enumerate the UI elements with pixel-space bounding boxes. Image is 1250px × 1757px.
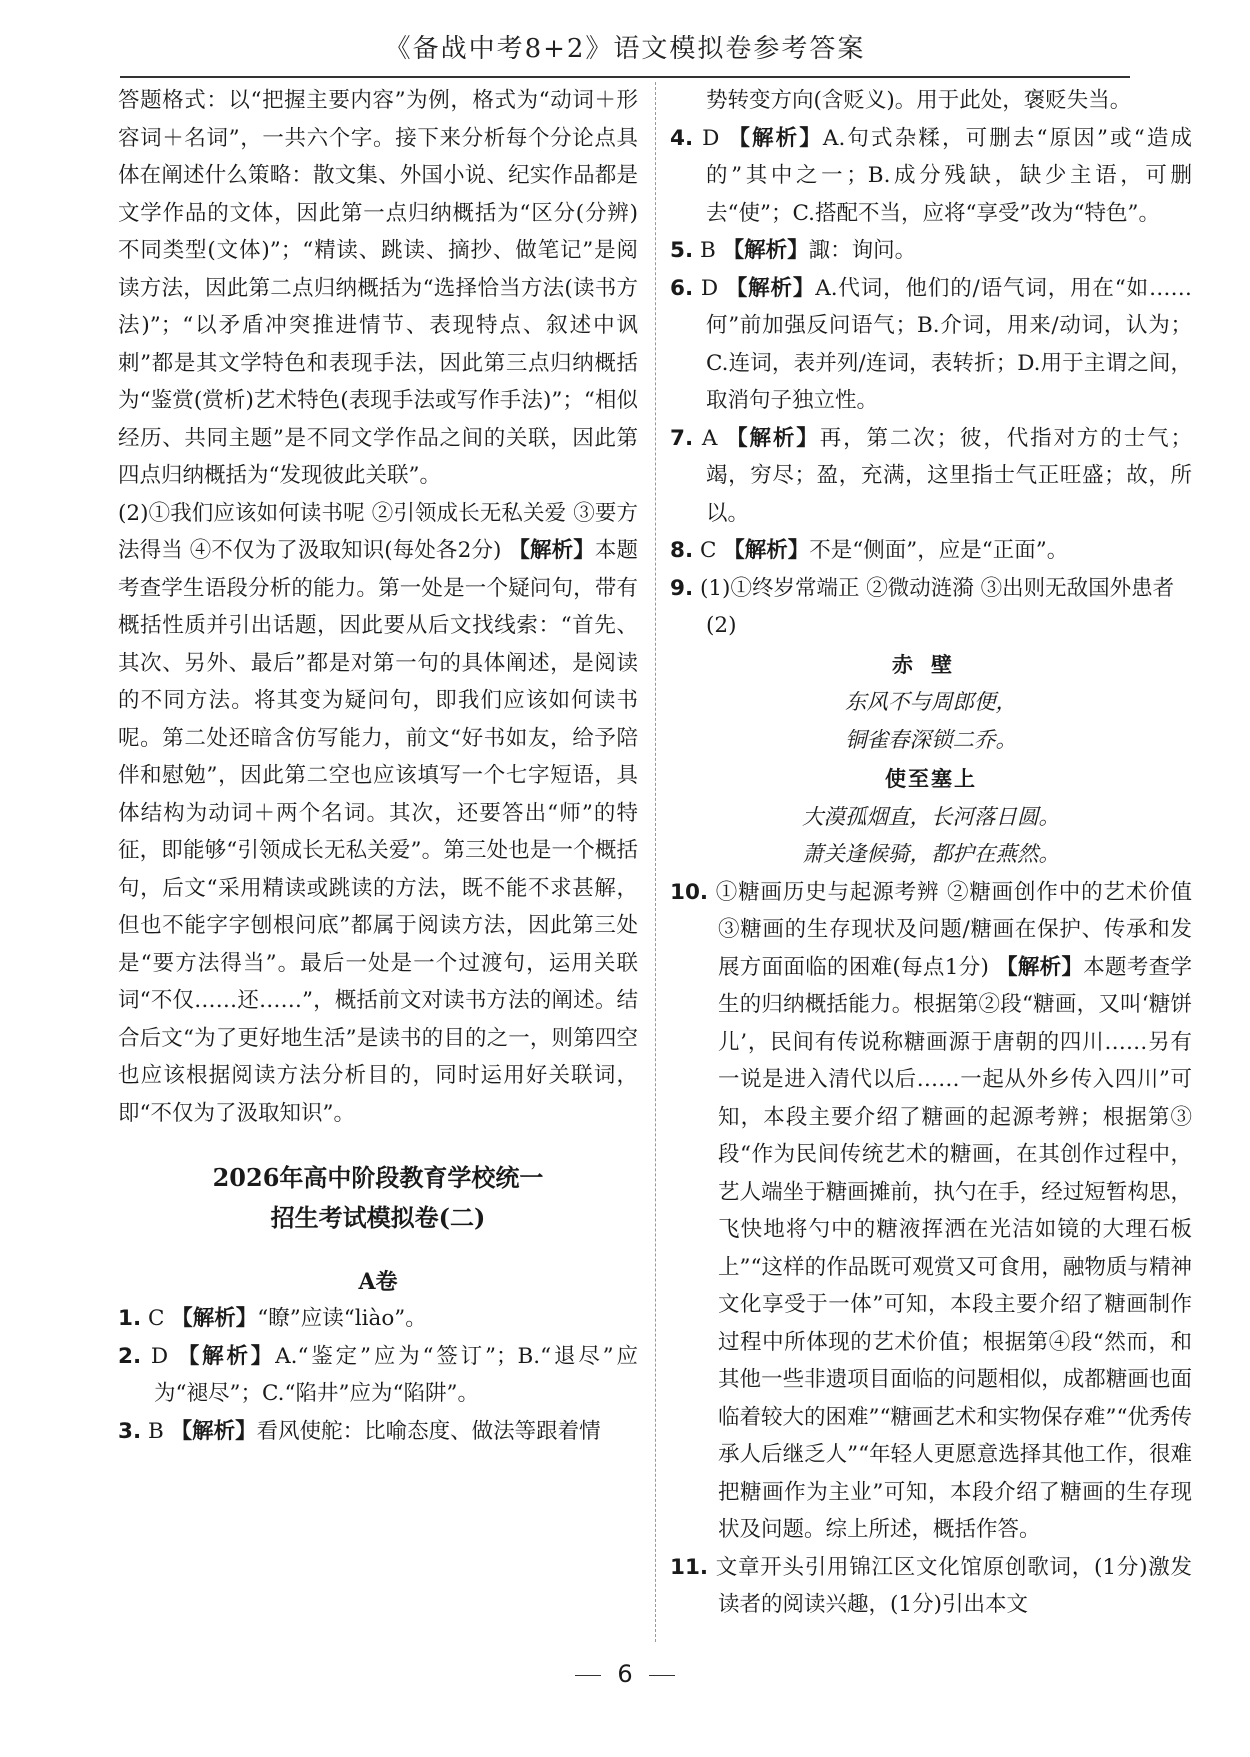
question-number: 4. <box>670 125 694 151</box>
question-item <box>670 874 1192 1549</box>
column-divider <box>655 82 656 1642</box>
question-item <box>670 270 1192 420</box>
right-column <box>670 82 1192 1642</box>
question-number: 9. <box>670 575 694 601</box>
question-item <box>118 1413 638 1451</box>
answer-paragraph: 答题格式：以“把握主要内容”为例，格式为“动词＋形容词＋名词”，一共六个字。接下来分析每个分论点具体在阐述什么策略：散文集、外国小说、纪实作品都是文学作品的文体，因此第一点归纳概括为“区分(分辨)不同类型(文体)”；“精读、跳读、摘抄、做笔记”是阅读方法，因此第二点归纳概括为“选择恰当方法(读书方法)”；“以矛盾冲突推进情节、表现特点、叙述中讽刺”都是其文学特色和表现手法，因此第三点归纳概括为“鉴赏(赏析)艺术特色(表现手法或写作手法)”；“相似经历、共同主题”是不同文学作品之间的关联，因此第四点归纳概括为“发现彼此关联”。 <box>118 88 638 488</box>
question-item <box>670 532 1192 570</box>
analysis-text: A.“鉴定”应为“签订”；B.“退尽”应为“褪尽”；C.“陷井”应为“陷阱”。 <box>154 1343 638 1406</box>
question-answer: B <box>699 238 716 263</box>
poem-line: 大漠孤烟直，长河落日圆。 <box>801 804 1060 830</box>
sub-question-label: (2) <box>706 613 737 638</box>
poem-title: 使至塞上 <box>885 767 977 791</box>
question-number: 1. <box>118 1306 142 1331</box>
exam-title-line: 招生考试模拟卷(二) <box>270 1203 486 1232</box>
poem-line: 萧关逢候骑，都护在燕然。 <box>801 842 1060 867</box>
question-answer: C <box>147 1306 165 1331</box>
header-rule <box>120 76 1130 78</box>
header-title: 《备战中考8+2》语文模拟卷参考答案 <box>384 34 866 64</box>
analysis-tag: 【解析】 <box>725 275 816 301</box>
footer-dash <box>649 1675 675 1676</box>
answer-text: (2)①我们应该如何读书呢 ②引领成长无私关爱 ③要方法得当 ④不仅为了汲取知识(每处各2分) <box>118 500 638 563</box>
analysis-tag: 【解析】 <box>171 1306 258 1331</box>
answer-text: 文章开头引用锦江区文化馆原创歌词，(1分)激发读者的阅读兴趣，(1分)引出本文 <box>715 1554 1192 1617</box>
poem-title: 赤壁 <box>892 652 970 677</box>
question-item <box>670 1549 1192 1624</box>
answer-paragraph <box>118 495 638 1133</box>
page-header <box>0 0 1250 78</box>
question-answer: A <box>701 425 718 451</box>
question-item <box>670 420 1192 533</box>
question-answer: D <box>700 275 719 301</box>
answer-text: ①糖画历史与起源考辨 ②糖画创作中的艺术价值 ③糖画的生存现状及问题/糖画在保护、传承和发展方面面临的困难(每点1分) <box>715 879 1192 980</box>
question-answer: C <box>699 538 717 563</box>
analysis-text: 本题考查学生语段分析的能力。第一处是一个疑问句，带有概括性质并引出话题，因此要从后文找线索：“首先、其次、另外、最后”都是对第一句的具体阐述，是阅读的不同方法。将其变为疑问句，即我们应该如何读书呢。第二处还暗含仿写能力，前文“好书如友，给予陪伴和慰勉”，因此第二空也应该填写一个七字短语，具体结构为动词＋两个名词。其次，还要答出“师”的特征，即能够“引领成长无私关爱”。第三处也是一个概括句，后文“采用精读或跳读的方法，既不能不求甚解，但也不能字字刨根问底”都属于阅读方法，因此第三处是“要方法得当”。最后一处是一个过渡句，运用关联词“不仅……还……”，概括前文对读书方法的阐述。结合后文“为了更好地生活”是读书的目的之一，则第四空也应该根据阅读方法分析目的，同时运用好关联词，即“不仅为了汲取知识”。 <box>118 538 638 1126</box>
analysis-text: A.句式杂糅，可删去“原因”或“造成的”其中之一；B.成分残缺，缺少主语，可删去“使”；C.搭配不当，应将“享受”改为“特色”。 <box>706 125 1192 226</box>
question-number: 3. <box>118 1418 142 1444</box>
analysis-tag: 【解析】 <box>726 425 820 451</box>
analysis-tag: 【解析】 <box>996 954 1084 980</box>
section-heading: A卷 <box>358 1269 398 1295</box>
question-answer: D <box>150 1343 169 1369</box>
question-item <box>118 1338 638 1413</box>
question-number: 7. <box>670 425 694 451</box>
question-answer: D <box>702 125 720 151</box>
question-item <box>670 120 1192 233</box>
exam-title-line: 2026年高中阶段教育学校统一 <box>212 1163 544 1192</box>
left-column <box>118 82 638 1642</box>
analysis-text: 看风使舵：比喻态度、做法等跟着情 <box>256 1418 601 1444</box>
question-number: 5. <box>670 238 694 263</box>
analysis-tag: 【解析】 <box>722 238 809 263</box>
answer-text: (1)①终岁常端正 ②微动涟漪 ③出则无敌国外患者 <box>699 575 1175 601</box>
continued-text: 势转变方向(含贬义)。用于此处，褒贬失当。 <box>706 88 1132 113</box>
question-number: 11. <box>670 1554 709 1580</box>
question-number: 8. <box>670 538 694 563</box>
analysis-text: 再，第二次；彼，代指对方的士气；竭，穷尽；盈，充满，这里指士气正旺盛；故，所以。 <box>706 425 1192 526</box>
question-number: 6. <box>670 275 694 301</box>
analysis-tag: 【解析】 <box>177 1343 276 1369</box>
question-number: 10. <box>670 879 709 905</box>
question-answer: B <box>147 1418 164 1444</box>
page-number: 6 <box>617 1660 633 1688</box>
analysis-text: 諏：询问。 <box>808 238 917 263</box>
footer-dash <box>575 1675 601 1676</box>
analysis-tag: 【解析】 <box>170 1418 257 1444</box>
analysis-text: 本题考查学生的归纳概括能力。根据第②段“糖画，又叫‘糖饼儿’，民间有传说称糖画源于唐朝的四川……另有一说是进入清代以后……一起从外乡传入四川”可知，本段主要介绍了糖画的起源考辨；根据第③段“作为民间传统艺术的糖画，在其创作过程中，艺人端坐于糖画摊前，执勺在手，经过短暂构思，飞快地将勺中的糖液挥洒在光洁如镜的大理石板上”“这样的作品既可观赏又可食用，融物质与精神文化享受于一体”可知，本段主要介绍了糖画制作过程中所体现的艺术价值；根据第④段“然而，和其他一些非遗项目面临的问题相似，成都糖画也面临着较大的困难”“糖画艺术和实物保存难”“优秀传承人后继乏人”“年轻人更愿意选择其他工作，很难把糖画作为主业”可知，本段介绍了糖画的生存现状及问题。综上所述，概括作答。 <box>718 954 1192 1542</box>
poem-line: 东风不与周郎便， <box>844 690 1017 715</box>
exam-title <box>118 1158 638 1238</box>
page-footer <box>0 1660 1250 1688</box>
analysis-tag: 【解析】 <box>728 125 823 151</box>
analysis-text: 不是“侧面”，应是“正面”。 <box>809 538 1069 563</box>
question-item <box>670 232 1192 270</box>
analysis-text: A.代词，他们的/语气词，用在“如……何”前加强反问语气；B.介词，用来/动词，认为；C.连词，表并列/连词，表转折；D.用于主谓之间，取消句子独立性。 <box>706 275 1192 413</box>
analysis-text: “瞭”应读“liào”。 <box>257 1306 427 1331</box>
analysis-tag: 【解析】 <box>723 538 810 563</box>
question-item <box>118 1300 638 1338</box>
poem-line: 铜雀春深锁二乔。 <box>844 727 1017 753</box>
analysis-tag: 【解析】 <box>508 538 595 563</box>
question-number: 2. <box>118 1343 142 1369</box>
question-item <box>670 570 1192 608</box>
